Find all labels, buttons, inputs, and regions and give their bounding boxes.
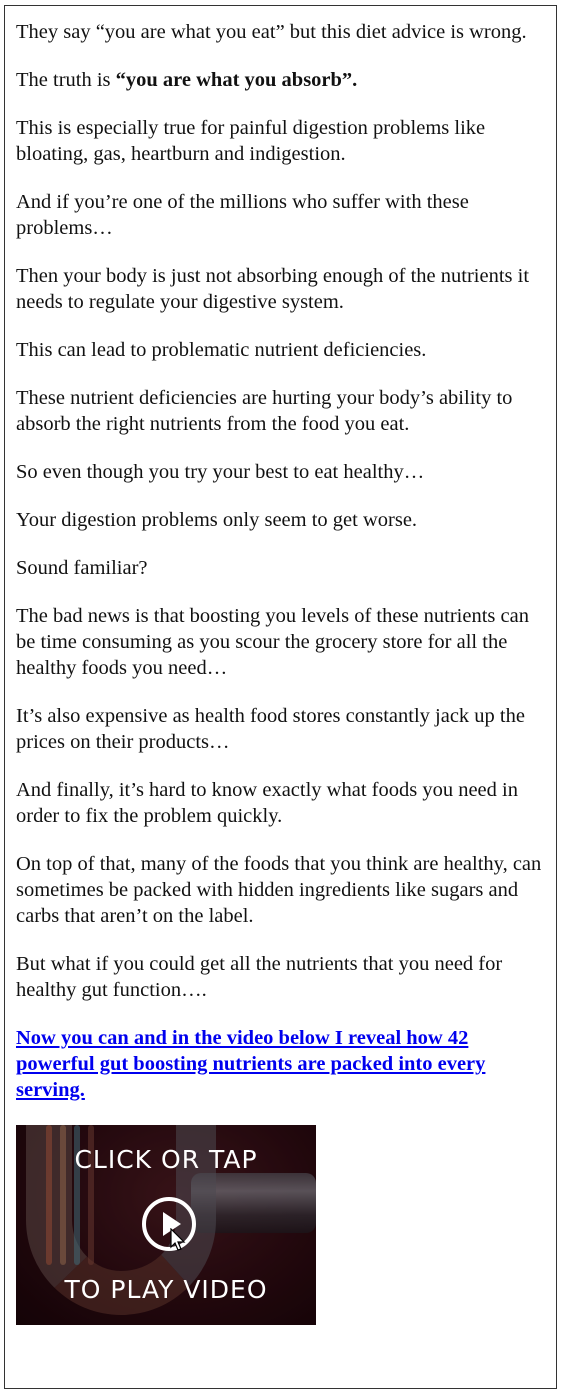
video-player-thumbnail[interactable]: [16, 1125, 316, 1325]
paragraph-1: They say “you are what you eat” but this diet advice is wrong.: [16, 21, 527, 43]
paragraph-12: It’s also expensive as health food stores constantly jack up the prices on their products…: [16, 705, 525, 753]
paragraph-6: This can lead to problematic nutrient deficiencies.: [16, 339, 427, 361]
paragraph-2-prefix: The truth is: [16, 69, 116, 91]
video-top-text: CLICK OR TAP: [74, 1145, 258, 1174]
paragraph-4: And if you’re one of the millions who suffer with these problems…: [16, 191, 469, 239]
paragraph-10: Sound familiar?: [16, 557, 148, 579]
paragraph-7: These nutrient deficiencies are hurting your body’s ability to absorb the right nutrients from the food you eat.: [16, 387, 513, 435]
paragraph-14: On top of that, many of the foods that you think are healthy, can sometimes be packed with hidden ingredients like sugars and carbs that aren’t on the label.: [16, 853, 542, 927]
paragraph-8: So even though you try your best to eat healthy…: [16, 461, 425, 483]
paragraph-15: But what if you could get all the nutrients that you need for healthy gut function….: [16, 953, 503, 1001]
video-bottom-text: TO PLAY VIDEO: [64, 1275, 268, 1304]
video-cta-link[interactable]: Now you can and in the video below I reveal how 42 powerful gut boosting nutrients are packed into every serving.: [16, 1027, 486, 1101]
article-body: [16, 19, 550, 1325]
paragraph-11: The bad news is that boosting you levels of these nutrients can be time consuming as you scour the grocery store for all the healthy foods you need…: [16, 605, 529, 679]
cursor-icon: [170, 1228, 186, 1252]
paragraph-9: Your digestion problems only seem to get worse.: [16, 509, 418, 531]
paragraph-13: And finally, it’s hard to know exactly what foods you need in order to fix the problem quickly.: [16, 779, 518, 827]
paragraph-5: Then your body is just not absorbing enough of the nutrients it needs to regulate your digestive system.: [16, 265, 530, 313]
play-icon[interactable]: [142, 1197, 196, 1251]
article-frame: [4, 5, 557, 1389]
paragraph-2: [16, 67, 550, 93]
paragraph-2-bold: “you are what you absorb”.: [115, 69, 358, 91]
paragraph-3: This is especially true for painful digestion problems like bloating, gas, heartburn and indigestion.: [16, 117, 486, 165]
